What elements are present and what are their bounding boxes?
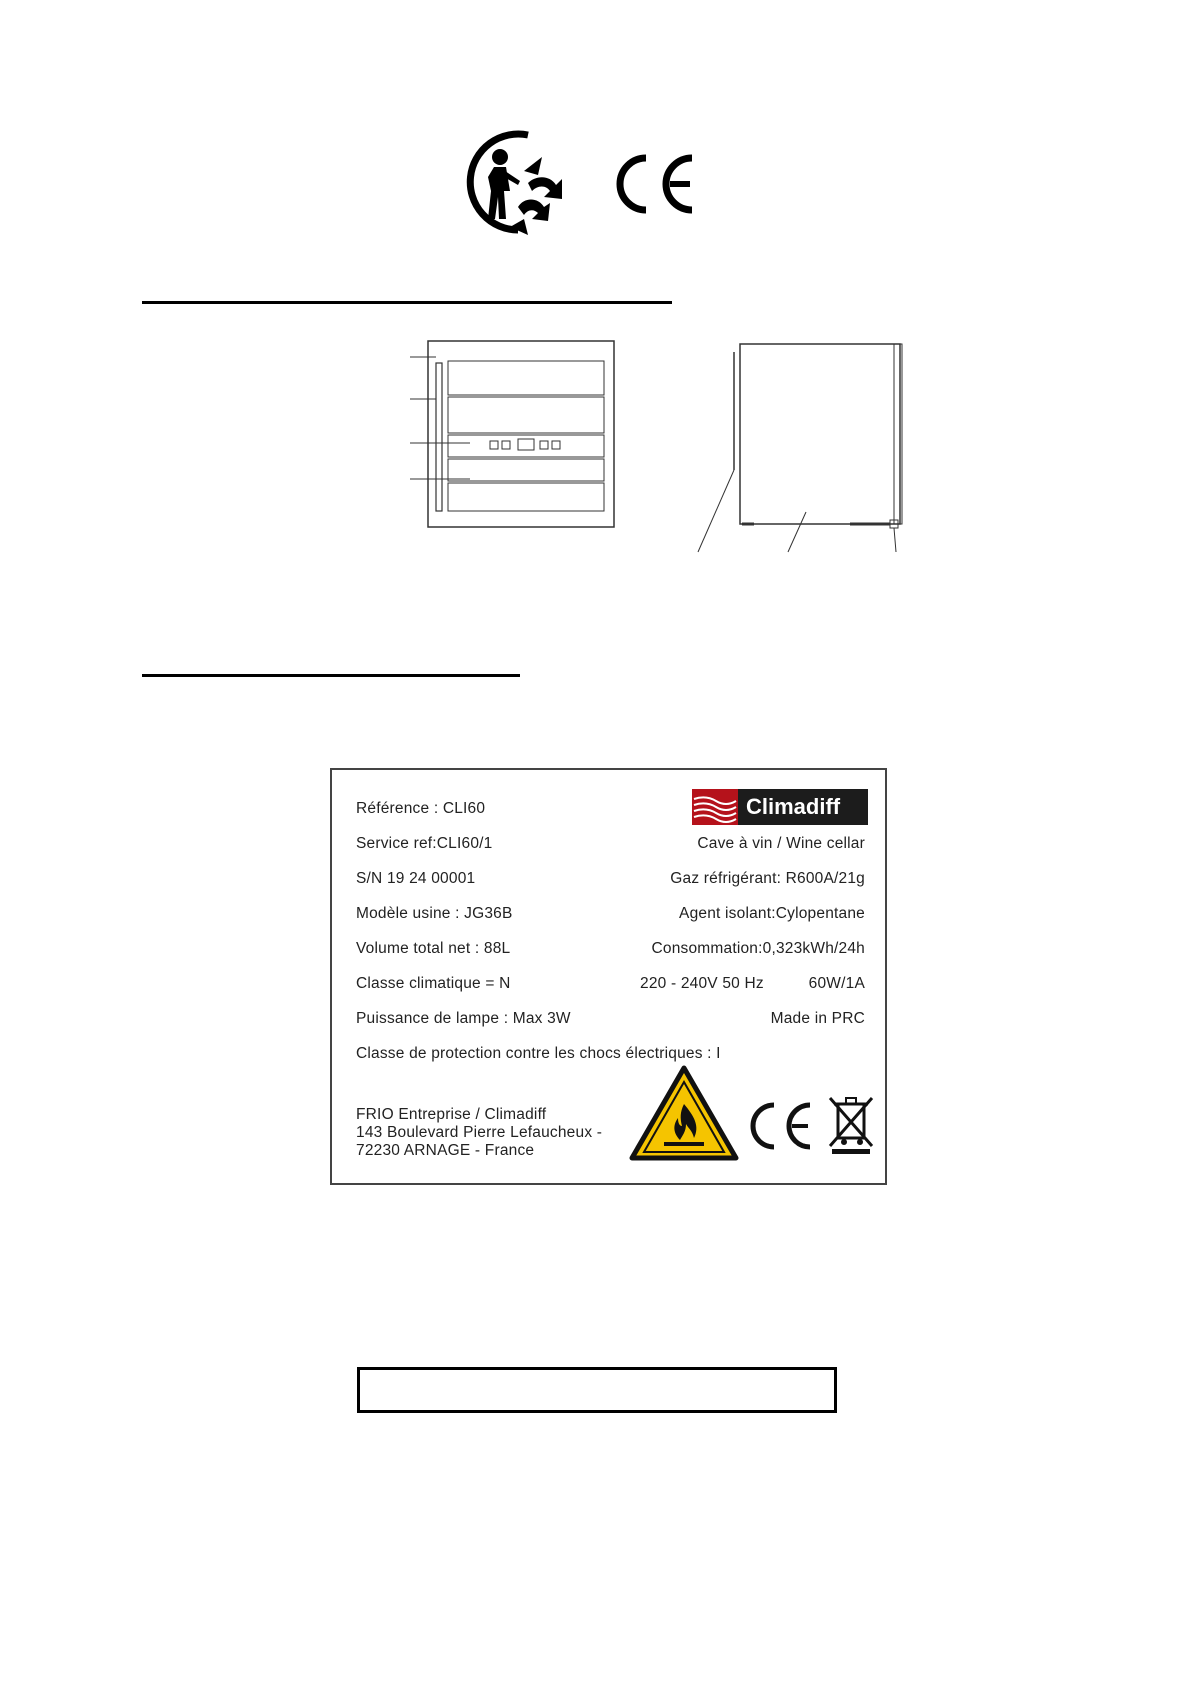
ce-mark-icon — [612, 152, 698, 216]
address-line-3: 72230 ARNAGE - France — [356, 1142, 535, 1159]
wine-cellar-side-view — [690, 340, 910, 556]
wine-cellar-front-view — [410, 335, 620, 529]
section-rule — [142, 674, 520, 677]
serial-number-text: S/N 19 24 00001 — [356, 870, 476, 887]
ce-mark-icon — [748, 1100, 816, 1152]
insulation-text: Agent isolant:Cylopentane — [679, 905, 865, 922]
brand-name: Climadiff — [738, 789, 868, 825]
reference-text: Référence : CLI60 — [356, 800, 486, 817]
triman-recycling-logo — [458, 127, 576, 239]
section-rule — [142, 301, 672, 304]
factory-model-text: Modèle usine : JG36B — [356, 905, 513, 922]
lamp-power-text: Puissance de lampe : Max 3W — [356, 1010, 571, 1027]
consumption-text: Consommation:0,323kWh/24h — [651, 940, 865, 957]
refrigerant-text: Gaz réfrigérant: R600A/21g — [670, 870, 865, 887]
product-type-text: Cave à vin / Wine cellar — [697, 835, 865, 852]
brand-logo — [692, 789, 868, 825]
made-in-text: Made in PRC — [770, 1010, 865, 1027]
service-ref-text: Service ref:CLI60/1 — [356, 835, 493, 852]
protection-class-text: Classe de protection contre les chocs électriques : I — [356, 1045, 721, 1062]
empty-frame — [357, 1367, 837, 1413]
power-text: 60W/1A — [808, 975, 865, 992]
address-line-2: 143 Boulevard Pierre Lefaucheux - — [356, 1124, 603, 1141]
voltage-text: 220 - 240V 50 Hz — [640, 975, 764, 992]
brand-stripes — [692, 789, 738, 825]
rating-plate — [330, 768, 887, 1185]
address-line-1: FRIO Entreprise / Climadiff — [356, 1106, 547, 1123]
volume-text: Volume total net : 88L — [356, 940, 511, 957]
crossed-out-bin-icon — [828, 1094, 874, 1156]
flammable-warning-icon — [628, 1064, 740, 1162]
climate-class-text: Classe climatique = N — [356, 975, 511, 992]
